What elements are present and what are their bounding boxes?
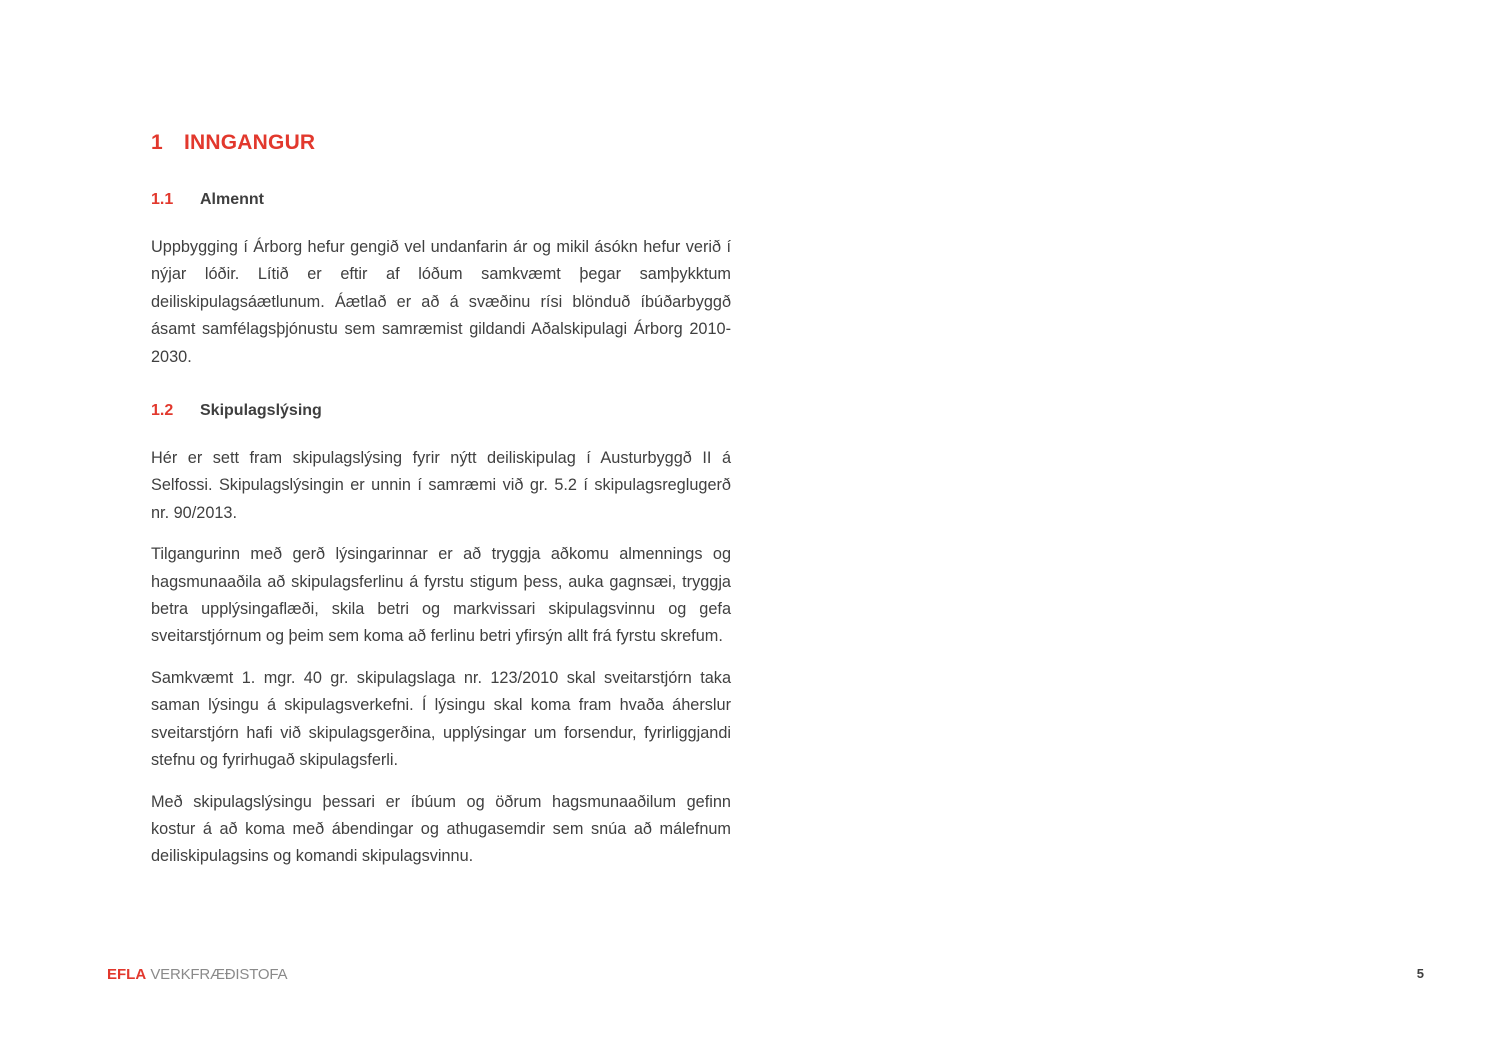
- paragraph: Uppbygging í Árborg hefur gengið vel undanfarin ár og mikil ásókn hefur verið í nýjar lóðir. Lítið er eftir af lóðum samkvæmt þegar samþykktum deiliskipulagsáætlunum. Áætlað er að á svæðinu rísi blönduð íbúðarbyggð ásamt samfélagsþjónustu sem samræmist gildandi Aðalskipulagi Árborg 2010-2030.: [151, 238, 731, 366]
- paragraph: Samkvæmt 1. mgr. 40 gr. skipulagslaga nr. 123/2010 skal sveitarstjórn taka saman lýsingu á skipulagsverkefni. Í lýsingu skal koma fram hvaða áherslur sveitarstjórn hafi við skipulagsgerðina, upplýsingar um forsendur, fyrirliggjandi stefnu og fyrirhugað skipulagsferli.: [151, 668, 731, 770]
- brand-name: EFLA: [107, 966, 147, 983]
- paragraph: Hér er sett fram skipulagslýsing fyrir nýtt deiliskipulag í Austurbyggð II á Selfossi. Skipulagslýsingin er unnin í samræmi við gr. 5.2 í skipulagsreglugerð nr. 90/2013.: [151, 449, 731, 522]
- subsection-title: Almennt: [200, 191, 264, 208]
- section-title: INNGANGUR: [184, 131, 316, 154]
- page-number: 5: [1416, 966, 1424, 981]
- paragraph: Tilgangurinn með gerð lýsingarinnar er að tryggja aðkomu almennings og hagsmunaaðila að skipulagsferlinu á fyrstu stigum þess, auka gagnsæi, tryggja betra upplýsingaflæði, skila betri og markvissari skipulagsvinnu og gefa sveitarstjórnum og þeim sem koma að ferlinu betri yfirsýn allt frá fyrstu skrefum.: [151, 545, 731, 646]
- subsection-heading-1-1: [151, 189, 731, 211]
- subsection-title: Skipulagslýsing: [200, 402, 322, 420]
- subsection-heading-1-2: [151, 400, 731, 422]
- subsection-number: 1.1: [151, 191, 174, 208]
- section-number: 1: [151, 131, 163, 154]
- page-content: [151, 126, 731, 871]
- paragraph: Með skipulagslýsingu þessari er íbúum og öðrum hagsmunaaðilum gefinn kostur á að koma með ábendingar og athugasemdir sem snúa að málefnum deiliskipulagsins og komandi skipulagsvinnu.: [151, 792, 731, 866]
- subsection-number: 1.2: [151, 402, 174, 420]
- brand-subtitle: VERKFRÆÐISTOFA: [150, 966, 288, 983]
- section-heading: [151, 126, 731, 160]
- footer-logo: [107, 965, 287, 985]
